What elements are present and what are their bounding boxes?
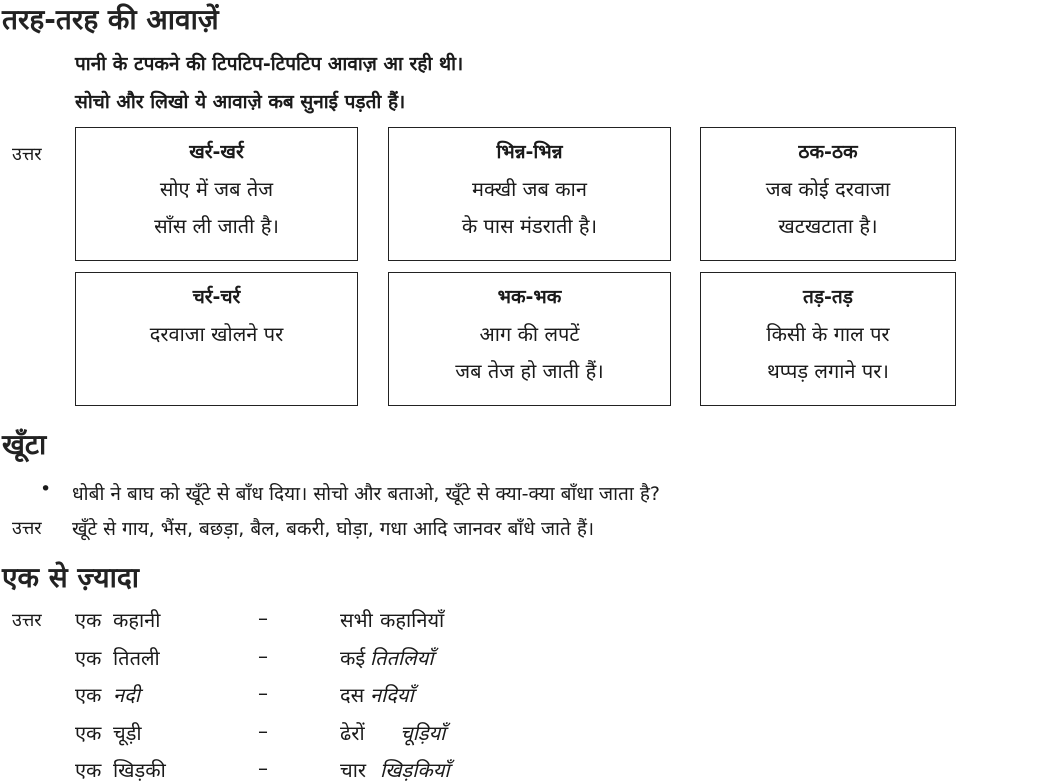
plural-word: कहानियाँ <box>380 608 445 632</box>
plural-word: खिड़कियाँ <box>380 758 450 782</box>
answer-label: उत्तर <box>12 518 42 539</box>
answer-text: खूँटे से गाय, भैंस, बछड़ा, बैल, बकरी, घोड़ा, गधा आदि जानवर बाँधे जाते हैं। <box>72 518 595 540</box>
sound-description: दरवाजा खोलने पर <box>149 322 284 346</box>
sound-box <box>700 272 956 406</box>
question-text: धोबी ने बाघ को खूँटे से बाँध दिया। सोचो और बताओ, खूँटे से क्या-क्या बाँधा जाता है? <box>72 483 661 505</box>
sound-title: ठक-ठक <box>798 141 858 163</box>
sound-box <box>75 127 358 261</box>
sound-title: तड़-तड़ <box>803 286 853 308</box>
plural-row <box>0 756 700 783</box>
dash: – <box>258 606 268 630</box>
sound-description: जब कोई दरवाजा <box>765 177 891 201</box>
section-heading-peg: खूँटा <box>2 428 47 461</box>
sound-description: मक्खी जब कान <box>472 177 587 201</box>
sound-description <box>76 353 357 390</box>
singular-prefix: एक <box>75 683 102 707</box>
plural-prefix: सभी <box>340 608 373 632</box>
singular-prefix: एक <box>75 720 102 745</box>
singular-word: खिड़की <box>113 758 166 782</box>
plural-row <box>0 719 700 755</box>
plural-row <box>0 606 700 642</box>
singular-word: कहानी <box>113 608 161 632</box>
singular-prefix: एक <box>75 645 102 670</box>
sound-title: खर्र-खर्र <box>189 141 244 163</box>
singular-word: नदी <box>113 683 140 707</box>
dash: – <box>258 643 268 668</box>
sound-title: चर्र-चर्र <box>192 286 241 308</box>
plural-row <box>0 681 700 717</box>
plural-word: तितलियाँ <box>370 645 434 670</box>
plural-row <box>0 644 700 680</box>
prompt-line-2: सोचो और लिखो ये आवाज़े कब सुनाई पड़ती हैं। <box>75 91 406 113</box>
plural-prefix: ढेरों <box>340 720 365 745</box>
sound-description: सोए में जब तेज <box>159 177 274 201</box>
bullet-icon: • <box>40 478 52 500</box>
answer-label: उत्तर <box>12 144 42 165</box>
dash: – <box>258 756 268 780</box>
plural-word: चूड़ियाँ <box>400 720 446 745</box>
sound-title: भक-भक <box>497 286 562 308</box>
sound-description: खटखटाता है। <box>778 214 878 238</box>
sound-description: जब तेज हो जाती हैं। <box>455 359 604 383</box>
prompt-line-1: पानी के टपकने की टिपटिप-टिपटिप आवाज़ आ रही थी। <box>75 53 464 75</box>
singular-word: तितली <box>113 645 160 670</box>
answer-label: उत्तर <box>12 610 42 631</box>
plural-prefix: कई <box>340 645 366 670</box>
singular-word: चूड़ी <box>113 720 142 745</box>
singular-prefix: एक <box>75 758 102 782</box>
sound-box <box>388 127 671 261</box>
sound-title: भिन्न-भिन्न <box>496 141 563 163</box>
dash: – <box>258 681 268 705</box>
sound-description: के पास मंडराती है। <box>461 214 598 238</box>
sound-description: थप्पड़ लगाने पर। <box>767 359 889 383</box>
sound-description: किसी के गाल पर <box>766 322 890 346</box>
singular-prefix: एक <box>75 608 102 632</box>
dash: – <box>258 718 268 743</box>
section-heading-sounds: तरह-तरह की आवाज़ें <box>2 3 219 36</box>
sound-description: आग की लपटें <box>479 322 580 346</box>
plural-prefix: दस <box>340 683 365 707</box>
sound-box <box>700 127 956 261</box>
plural-prefix: चार <box>340 758 367 782</box>
sound-box <box>388 272 671 406</box>
plural-word: नदियाँ <box>370 683 414 707</box>
section-heading-plural: एक से ज़्यादा <box>2 561 140 594</box>
sound-box <box>75 272 358 406</box>
sound-description: साँस ली जाती है। <box>154 214 279 238</box>
